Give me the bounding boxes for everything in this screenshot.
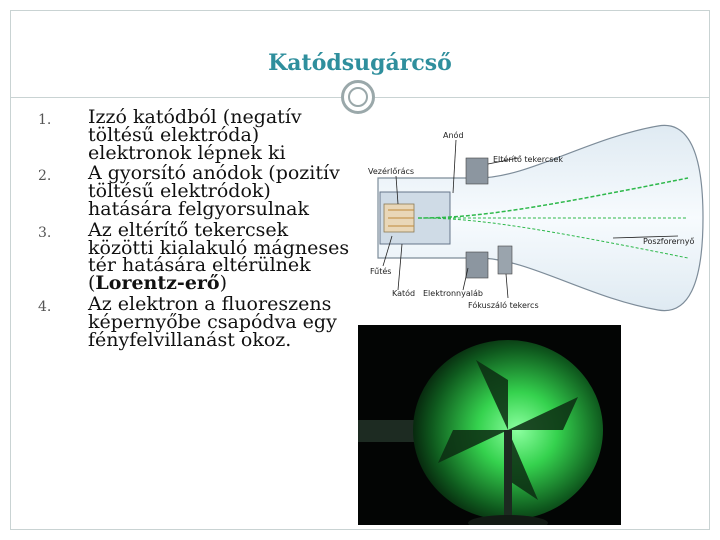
list-number: 2.	[38, 168, 52, 185]
focus-coil	[498, 246, 512, 274]
list-item	[20, 218, 350, 295]
label-vezerloracs: Vezérlőrács	[368, 167, 415, 176]
list-item-text-after: )	[219, 272, 228, 295]
list-item	[20, 292, 350, 351]
label-poszforernyo: Poszforernyő	[643, 237, 695, 246]
label-elektronyalab: Elektronnyaláb	[423, 289, 483, 298]
label-katod: Katód	[392, 289, 416, 298]
list-number: 3.	[38, 224, 52, 241]
list-item-text: Az eltérítő tekercsek közötti kialakuló mágneses tér hatására eltérülnek (	[88, 218, 350, 295]
list-item	[20, 162, 350, 220]
deflection-coil-bottom	[466, 252, 488, 278]
slide-title: Katódsugárcső	[268, 50, 452, 76]
label-fokuszalo: Fókuszáló tekercs	[468, 301, 539, 310]
list-item-text: Az elektron a fluoreszens képernyőbe csapódva egy fényfelvillanást okoz.	[88, 292, 337, 351]
list-item-text: A gyorsító anódok (pozitív töltésű elektródok) hatására felgyorsulnak	[88, 162, 340, 220]
title-rule-right	[375, 97, 710, 98]
crt-photo	[358, 325, 621, 525]
label-anod: Anód	[443, 131, 464, 140]
step-list	[20, 106, 350, 351]
deflection-coil-top	[466, 158, 488, 184]
label-eltero: Eltérítő tekercsek	[493, 155, 563, 164]
list-item	[20, 106, 350, 164]
list-number: 1.	[38, 112, 52, 128]
list-item-text: Izzó katódból (negatív töltésű elektróda) elektronok lépnek ki	[88, 106, 302, 164]
title-rule-left	[10, 97, 341, 98]
crt-diagram	[358, 118, 710, 323]
label-futes: Fűtés	[370, 267, 392, 276]
lorentz-term: Lorentz-erő	[95, 272, 220, 295]
list-number: 4.	[38, 298, 52, 315]
